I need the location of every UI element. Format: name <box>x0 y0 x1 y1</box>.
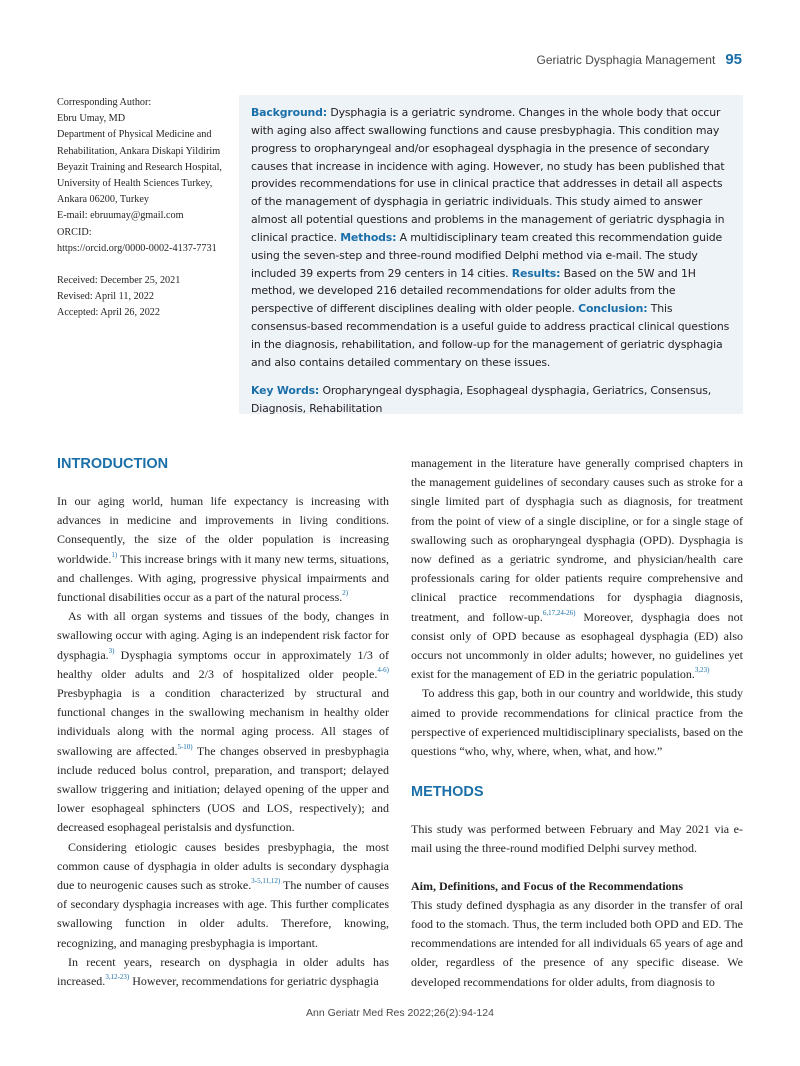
author-email[interactable]: E-mail: ebruumay@gmail.com <box>57 210 184 222</box>
methods-label: Methods: <box>340 230 397 244</box>
text-run: Moreover, dysphagia does not consist only of OPD because as esophageal dysphagia (ED) also occurs not uncommonly in older adults; however, no guidelines yet exist for the management of ED in the geriatric population. <box>411 609 743 682</box>
text-run: In recent years, research on dysphagia in older adults has increased. <box>57 954 389 989</box>
author-line: Corresponding Author: <box>57 97 152 108</box>
intro-paragraph <box>57 953 389 991</box>
intro-paragraph <box>57 607 389 837</box>
keywords-text: Oropharyngeal dysphagia, Esophageal dysphagia, Geriatrics, Consensus, Diagnosis, Rehabilitation <box>251 383 712 415</box>
author-line: Rehabilitation, Ankara Diskapi Yildirim <box>57 145 221 157</box>
corresponding-author-block <box>57 95 237 322</box>
right-column <box>411 454 743 992</box>
author-line: University of Health Sciences Turkey, <box>57 178 213 190</box>
citation-ref[interactable]: 3,23) <box>694 666 710 675</box>
text-run: Dysphagia symptoms occur in approximately 1/3 of healthy older adults and 2/3 of hospitalized older people. <box>57 647 389 681</box>
author-line: ORCID: <box>57 226 92 238</box>
citation-ref[interactable]: 5-10) <box>177 742 193 751</box>
citation-ref[interactable]: 3) <box>108 646 115 655</box>
results-text: Based on the 5W and 1H method, we developed 216 detailed recommendations for older adults from the perspective of different disciplines dealing with older people. <box>251 266 696 316</box>
author-line: Beyazit Training and Research Hospital, <box>57 161 222 173</box>
keywords-label: Key Words: <box>251 383 320 397</box>
revised-date: Revised: April 11, 2022 <box>57 291 154 303</box>
journal-citation-footer: Ann Geriatr Med Res 2022;26(2):94-124 <box>306 1007 494 1019</box>
methods-paragraph: This study was performed between February and May 2021 via e-mail using the three-round modified Delphi survey method. <box>411 822 743 856</box>
abstract-text <box>251 104 731 372</box>
intro-paragraph: To address this gap, both in our country and worldwide, this study aimed to provide recommendations for clinical practice from the perspective of experienced multidisciplinary specialists, based on the questions “who, why, where, when, what, and how.” <box>411 686 743 759</box>
author-line: Ebru Umay, MD <box>57 113 126 125</box>
left-column <box>57 453 389 991</box>
running-title: Geriatric Dysphagia Management <box>536 53 716 67</box>
methods-subheading: Aim, Definitions, and Focus of the Recommendations <box>411 878 683 893</box>
methods-text: A multidisciplinary team created this recommendation guide using the seven-step and three-round modified Delphi method via e-mail. The study included 39 experts from 29 centers in 14 cities. <box>251 230 723 280</box>
text-run: management in the literature have generally comprised chapters in the management guidelines of secondary causes such as stroke for a single limited part of dysphagia such as diagnosis, for treatment from the point of view of a single discipline, or for a single stage of swallowing such as oropharyngeal dysphagia (OPD). Dysphagia is now defined as a geriatric syndrome, and physician/health care professionals caring for older patients require comprehensive and clinical practice recommendations for dysphagia diagnosis, treatment, and follow-up. <box>411 456 743 624</box>
received-date: Received: December 25, 2021 <box>57 275 181 287</box>
introduction-heading: INTRODUCTION <box>57 456 169 472</box>
accepted-date: Accepted: April 26, 2022 <box>57 307 160 319</box>
text-run: In our aging world, human life expectancy is increasing with advances in medicine and improvements in living conditions. Consequently, the size of the older population is increasing worldwide. <box>57 494 389 566</box>
results-label: Results: <box>511 266 561 280</box>
methods-heading: METHODS <box>411 784 484 801</box>
citation-ref[interactable]: 1) <box>111 550 118 559</box>
intro-paragraph-continued <box>411 454 743 684</box>
citation-ref[interactable]: 3-5,11,12) <box>251 877 281 886</box>
abstract-box <box>239 95 743 414</box>
background-text: Dysphagia is a geriatric syndrome. Changes in the whole body that occur with aging also affect swallowing functions and cause presbyphagia. This condition may progress to oropharyngeal and/or esophageal dysphagia in the presence of secondary causes that increase in incidence with aging. However, no study has been published that provides recommendations for use in clinical practice that addresses in detail all aspects of the management of dysphagia in geriatric individuals. This study aimed to answer almost all potential questions and problems in the management of geriatric dysphagia in clinical practice. <box>251 106 725 244</box>
keywords <box>251 382 731 418</box>
text-run: As with all organ systems and tissues of the body, changes in swallowing occur with aging. Aging is an independent risk factor for dysphagia. <box>57 609 389 662</box>
citation-ref[interactable]: 3,12-23) <box>105 973 130 982</box>
text-run: This increase brings with it many new terms, situations, and challenges. With aging, progressive physical impairments and functional disabilities occur as a part of the natural process. <box>57 551 389 605</box>
running-head <box>537 51 742 68</box>
page-number: 95 <box>725 51 742 68</box>
orcid-link[interactable]: https://orcid.org/0000-0002-4137-7731 <box>57 242 217 254</box>
citation-ref[interactable]: 2) <box>342 589 349 598</box>
background-label: Background: <box>251 106 328 119</box>
citation-ref[interactable]: 6,17,24-26) <box>542 608 576 617</box>
intro-paragraph <box>57 838 389 953</box>
text-run: The changes observed in presbyphagia include reduced bolus control, preparation, and transport; delayed swallow triggering and initiation; delayed opening of the upper and lower esophageal sphincters (UOS and LOS, respectively); and decreased esophageal peristalsis and dysfunction. <box>57 743 389 835</box>
conclusion-text: This consensus-based recommendation is a useful guide to address practical clinical questions in the diagnosis, rehabilitation, and follow-up for the management of geriatric dysphagia and also contains detailed commentary on these issues. <box>251 302 730 369</box>
text-run: Considering etiologic causes besides presbyphagia, the most common cause of dysphagia in older adults is secondary dysphagia due to neurogenic causes such as stroke. <box>57 839 389 893</box>
citation-ref[interactable]: 4-6) <box>377 665 389 674</box>
text-run: However, recommendations for geriatric dysphagia <box>129 974 379 989</box>
text-run: Presbyphagia is a condition characterized by structural and functional changes in the swallowing mechanism in healthy older individuals along with the normal aging process. All stages of swallowing are affected. <box>57 686 389 758</box>
conclusion-label: Conclusion: <box>578 302 648 316</box>
methods-paragraph: This study defined dysphagia as any disorder in the transfer of oral food to the stomach. Thus, the term included both OPD and ED. The recommendations are intended for all individuals 65 years of age and older, regardless of the presence of any specific disease. We developed recommendations for older adults, from diagnosis to <box>411 897 743 989</box>
article-dates <box>57 273 237 322</box>
author-line: Department of Physical Medicine and <box>57 129 212 141</box>
author-line: Ankara 06200, Turkey <box>57 194 149 206</box>
intro-paragraph <box>57 492 389 607</box>
text-run: The number of causes of secondary dysphagia increases with age. This further complicates swallowing function in older adults. Therefore, knowing, recognizing, and managing presbyphagia is important. <box>57 878 389 950</box>
